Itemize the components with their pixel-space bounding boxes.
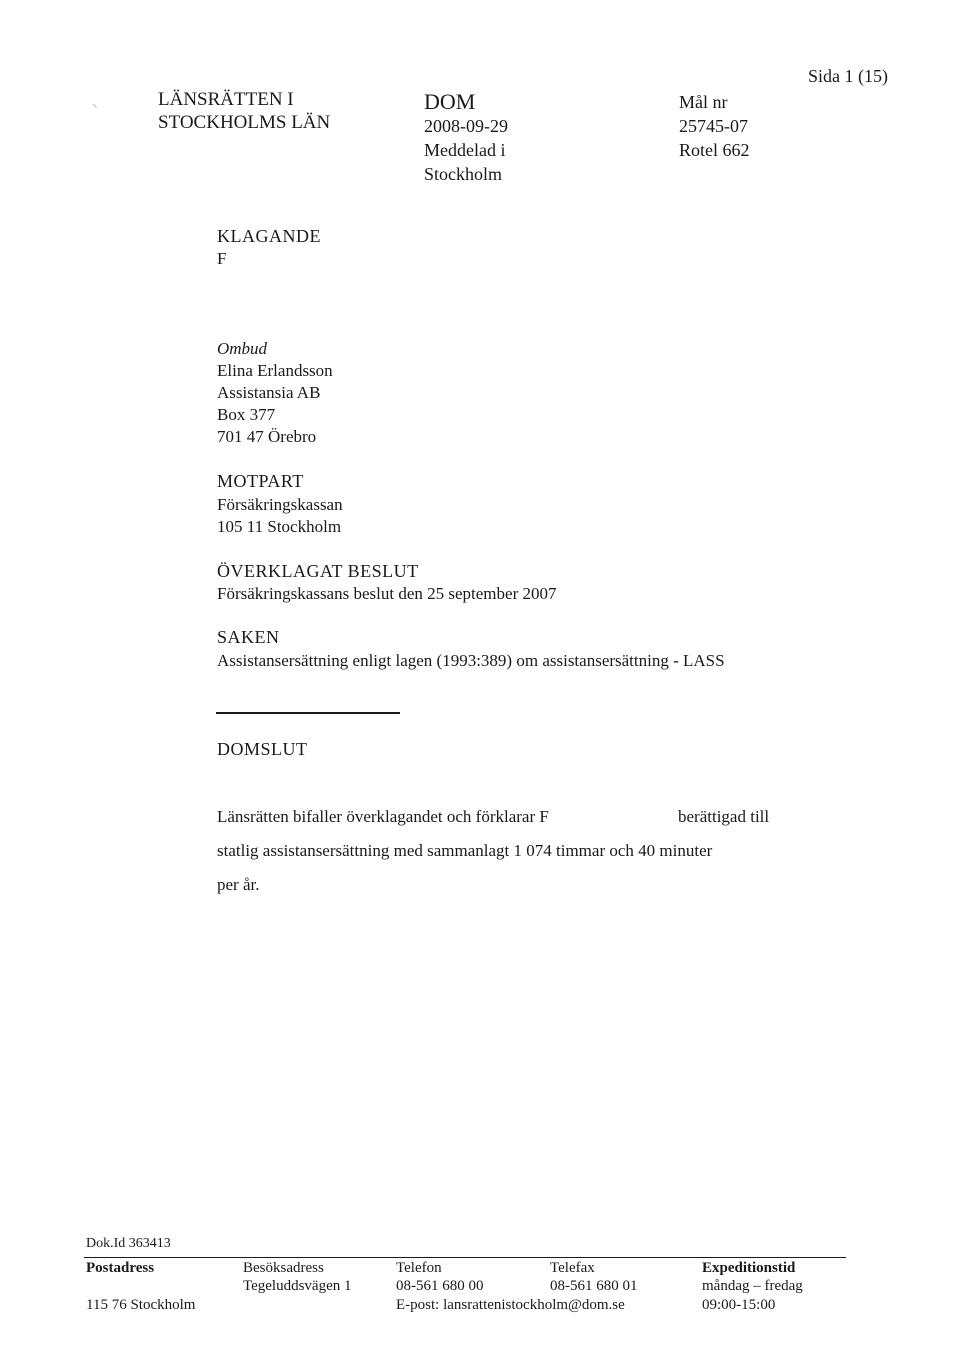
- document-date: 2008-09-29: [424, 116, 508, 136]
- visit-value: Tegeluddsvägen 1: [243, 1278, 352, 1294]
- hours-label: Expeditionstid: [702, 1260, 796, 1276]
- case-label: Mål nr: [679, 92, 728, 112]
- visit-label: Besöksadress: [243, 1260, 324, 1276]
- fax-label: Telefax: [550, 1260, 595, 1276]
- klagande-name: F: [217, 249, 227, 268]
- case-info: [679, 90, 750, 162]
- ombud-line: Assistansia AB: [217, 383, 321, 402]
- page-number: Sida 1 (15): [808, 66, 888, 86]
- klagande-heading: KLAGANDE: [217, 226, 321, 246]
- ombud-line: Elina Erlandsson: [217, 361, 333, 380]
- motpart-heading: MOTPART: [217, 471, 304, 491]
- doc-id: Dok.Id 363413: [86, 1236, 171, 1251]
- hours-time: 09:00-15:00: [702, 1297, 776, 1313]
- court-line-2: STOCKHOLMS LÄN: [158, 112, 331, 133]
- scan-mark: ⸜: [92, 98, 98, 110]
- domslut-line-3: per år.: [217, 875, 260, 894]
- document-type: DOM: [424, 89, 476, 114]
- case-number: 25745-07: [679, 116, 748, 136]
- section-divider: [216, 712, 400, 714]
- saken-heading: SAKEN: [217, 627, 280, 647]
- ombud-line: Box 377: [217, 405, 276, 424]
- announced-place: Stockholm: [424, 164, 503, 184]
- email: E-post: lansrattenistockholm@dom.se: [396, 1297, 625, 1313]
- post-label: Postadress: [86, 1260, 155, 1276]
- footer-divider: [84, 1257, 846, 1258]
- phone-label: Telefon: [396, 1260, 442, 1276]
- motpart-line: Försäkringskassan: [217, 495, 343, 514]
- saken-line: Assistansersättning enligt lagen (1993:389) om assistansersättning - LASS: [217, 651, 725, 670]
- fax-value: 08-561 680 01: [550, 1278, 638, 1294]
- ombud-heading: Ombud: [217, 339, 268, 358]
- post-value: 115 76 Stockholm: [86, 1297, 196, 1313]
- announced-label: Meddelad i: [424, 140, 506, 160]
- appealed-decision-line: Försäkringskassans beslut den 25 september 2007: [217, 584, 557, 603]
- hours-days: måndag – fredag: [702, 1278, 803, 1294]
- court-name: [158, 88, 330, 134]
- phone-value: 08-561 680 00: [396, 1278, 484, 1294]
- domslut-line-1a: Länsrätten bifaller överklagandet och förklarar F: [217, 807, 549, 826]
- domslut-heading: DOMSLUT: [217, 739, 308, 759]
- court-line-1: LÄNSRÄTTEN I: [158, 89, 294, 110]
- domslut-line-2: statlig assistansersättning med sammanlagt 1 074 timmar och 40 minuter: [217, 841, 713, 860]
- division: Rotel 662: [679, 140, 750, 160]
- appealed-decision-heading: ÖVERKLAGAT BESLUT: [217, 561, 419, 581]
- ombud-line: 701 47 Örebro: [217, 427, 317, 446]
- domslut-line-1b: berättigad till: [678, 807, 770, 826]
- motpart-line: 105 11 Stockholm: [217, 517, 342, 536]
- document-meta: [424, 114, 508, 186]
